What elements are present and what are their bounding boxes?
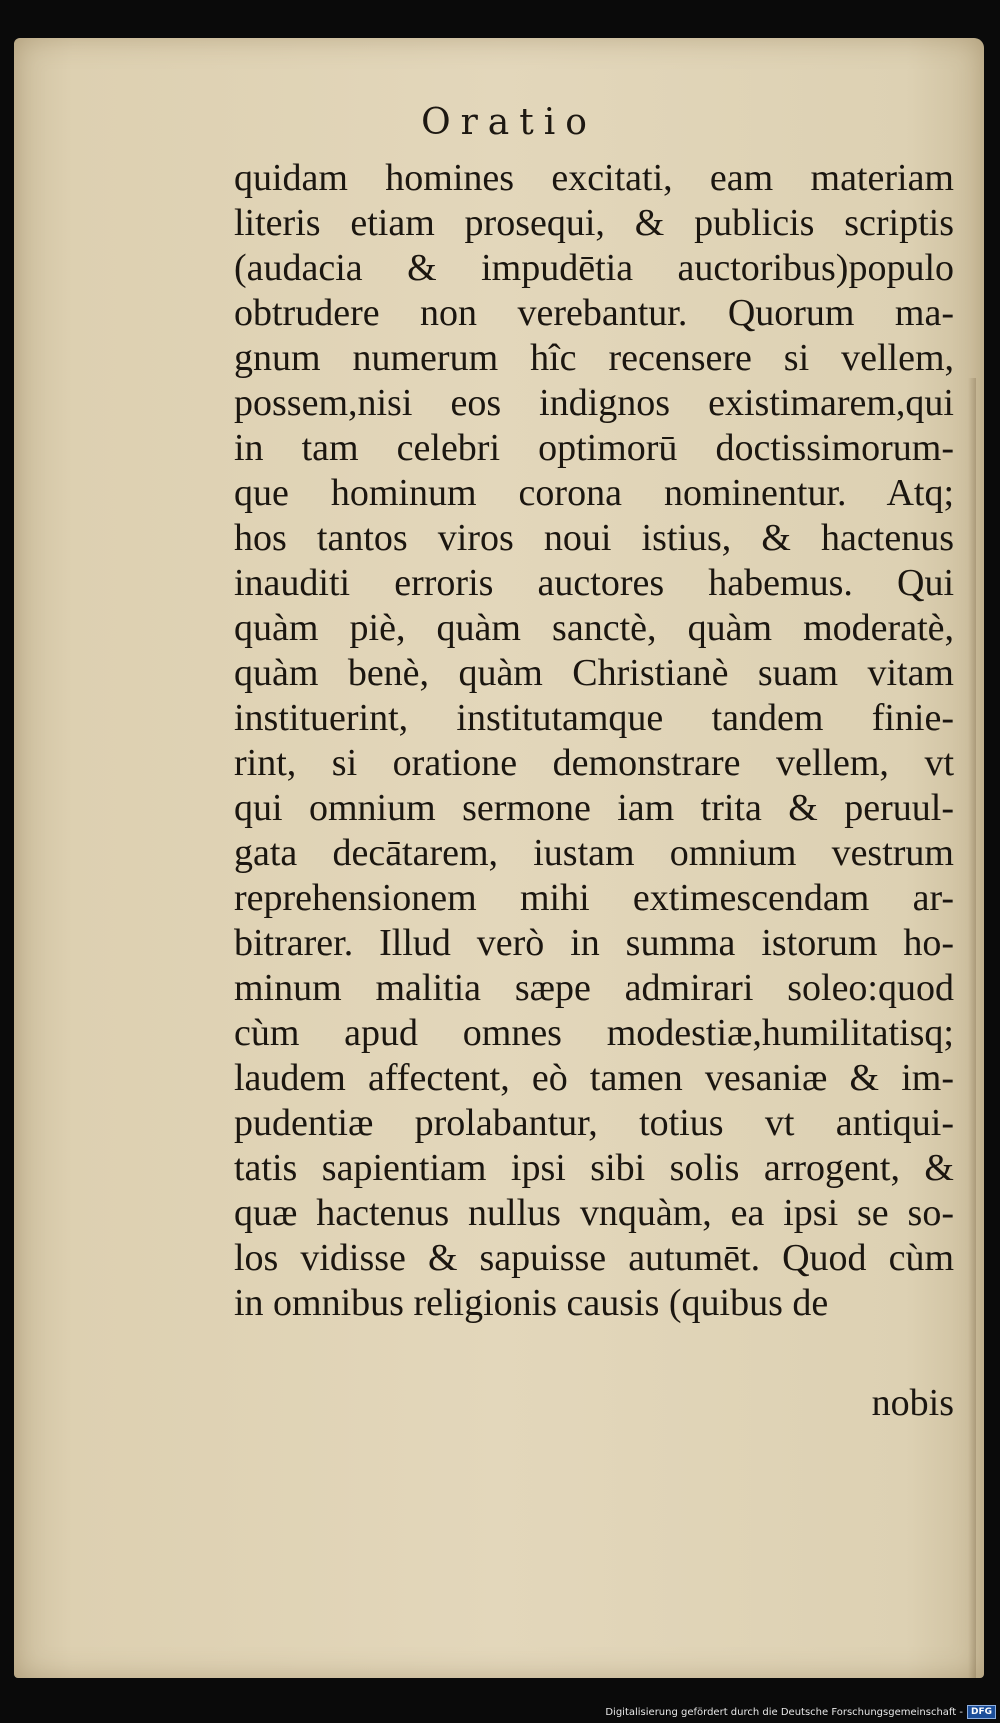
text-line: (audacia & impudētia auctoribus)populo	[234, 247, 954, 289]
text-line: inauditi erroris auctores habemus. Qui	[234, 562, 954, 604]
text-line: bitrarer. Illud verò in summa istorum ho-	[234, 922, 954, 964]
body-text	[234, 156, 954, 1326]
text-line: reprehensionem mihi extimescendam ar-	[234, 877, 954, 919]
text-line: quidam homines excitati, eam materiam	[234, 157, 954, 199]
text-line: laudem affectent, eò tamen vesaniæ & im-	[234, 1057, 954, 1099]
text-line: cùm apud omnes modestiæ,humilitatisq;	[234, 1012, 954, 1054]
text-line: in omnibus religionis causis (quibus de	[234, 1282, 829, 1324]
page-edge-shadow	[968, 378, 976, 1678]
text-line: qui omnium sermone iam trita & peruul-	[234, 787, 954, 829]
text-line: in tam celebri optimorū doctissimorum-	[234, 427, 954, 469]
dfg-logo: DFG	[967, 1705, 996, 1719]
text-line: que hominum corona nominentur. Atq;	[234, 472, 954, 514]
text-line: tatis sapientiam ipsi sibi solis arrogent, &	[234, 1147, 954, 1189]
text-line: quæ hactenus nullus vnquàm, ea ipsi se so-	[234, 1192, 954, 1234]
catchword: nobis	[871, 1382, 954, 1424]
funding-note: Digitalisierung gefördert durch die Deutsche Forschungsgemeinschaft -	[605, 1706, 963, 1718]
text-line: gata decātarem, iustam omnium vestrum	[234, 832, 954, 874]
text-line: possem,nisi eos indignos existimarem,qui	[234, 382, 954, 424]
text-line: quàm piè, quàm sanctè, quàm moderatè,	[234, 607, 954, 649]
text-line: obtrudere non verebantur. Quorum ma-	[234, 292, 954, 334]
text-line: pudentiæ prolabantur, totius vt antiqui-	[234, 1102, 954, 1144]
text-line: rint, si oratione demonstrare vellem, vt	[234, 742, 954, 784]
text-line: gnum numerum hîc recensere si vellem,	[234, 337, 954, 379]
text-line: hos tantos viros noui istius, & hactenus	[234, 517, 954, 559]
running-head: Oratio	[421, 102, 597, 143]
digitization-footer	[605, 1704, 996, 1720]
book-page	[14, 38, 984, 1678]
text-line: minum malitia sæpe admirari soleo:quod	[234, 967, 954, 1009]
text-line: los vidisse & sapuisse autumēt. Quod cùm	[234, 1237, 954, 1279]
text-line: instituerint, institutamque tandem finie-	[234, 697, 954, 739]
text-line: quàm benè, quàm Christianè suam vitam	[234, 652, 954, 694]
text-line: literis etiam prosequi, & publicis scriptis	[234, 202, 954, 244]
